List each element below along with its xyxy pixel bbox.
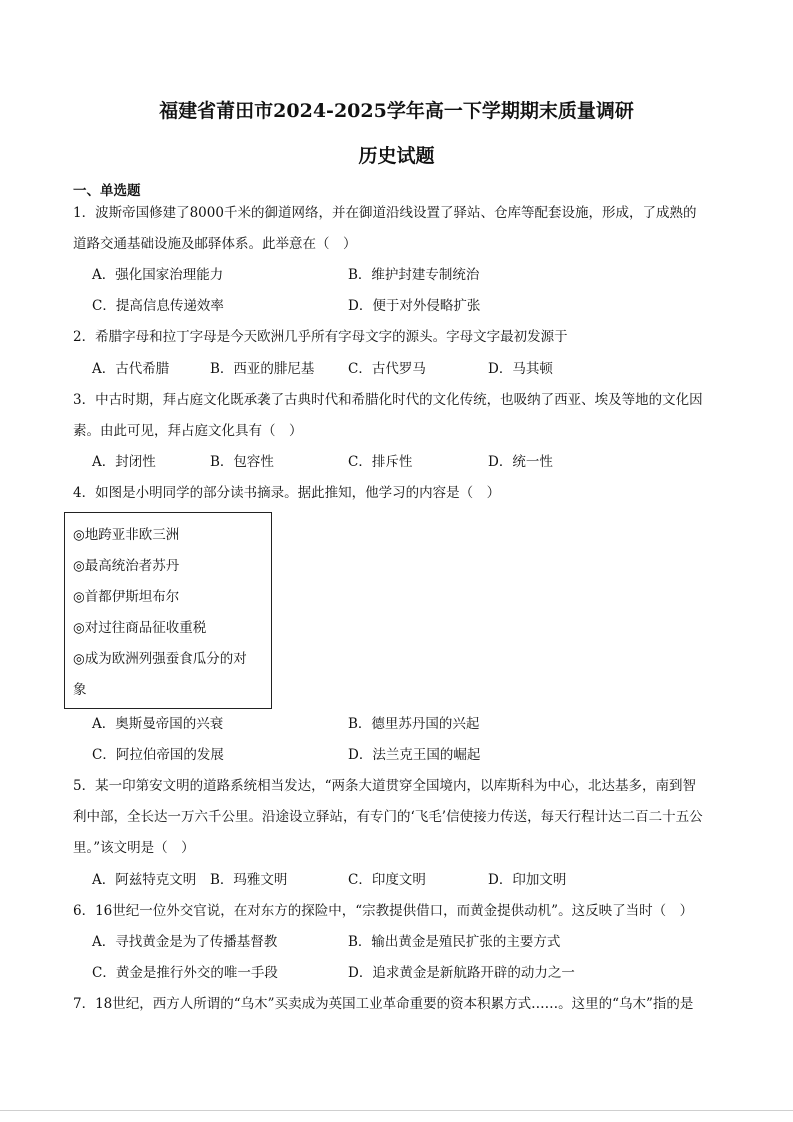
document-title: 福建省莆田市2024-2025学年高一下学期期末质量调研 [159, 100, 634, 122]
question-7-line-1: 7．18世纪，西方人所谓的“乌木”买卖成为英国工业革命重要的资本积累方式……。这里的“乌木”指的是 [73, 996, 694, 1012]
question-4-option-d: D．法兰克王国的崛起 [348, 747, 481, 763]
question-5-line-3: 里。”该文明是（ ） [73, 840, 195, 856]
question-6-option-c: C．黄金是推行外交的唯一手段 [92, 965, 278, 981]
question-5-option-a: A．阿兹特克文明 [92, 872, 197, 888]
question-6-option-d: D．追求黄金是新航路开辟的动力之一 [348, 965, 575, 981]
question-3-option-d: D．统一性 [488, 454, 553, 470]
reading-note-5-continued: 象 [73, 682, 87, 698]
question-2-option-d: D．马其顿 [488, 361, 553, 377]
question-4-option-b: B．德里苏丹国的兴起 [348, 716, 480, 732]
question-5-option-c: C．印度文明 [348, 872, 426, 888]
page-bottom-divider [0, 1110, 793, 1111]
question-1-option-a: A．强化国家治理能力 [92, 267, 224, 283]
question-4-option-a: A．奥斯曼帝国的兴衰 [92, 716, 224, 732]
question-2-option-b: B．西亚的腓尼基 [210, 361, 315, 377]
question-3-line-2: 素。由此可见，拜占庭文化具有（ ） [73, 423, 303, 439]
reading-note-2: ◎最高统治者苏丹 [73, 558, 180, 574]
question-1-option-d: D．便于对外侵略扩张 [348, 298, 481, 314]
reading-note-3: ◎首都伊斯坦布尔 [73, 589, 180, 605]
reading-note-1: ◎地跨亚非欧三洲 [73, 527, 180, 543]
document-subtitle: 历史试题 [358, 145, 435, 167]
reading-note-5: ◎成为欧洲列强蚕食瓜分的对 [73, 651, 247, 667]
reading-note-4: ◎对过往商品征收重税 [73, 620, 207, 636]
question-6-option-b: B．输出黄金是殖民扩张的主要方式 [348, 934, 561, 950]
question-2-line-1: 2．希腊字母和拉丁字母是今天欧洲几乎所有字母文字的源头。字母文字最初发源于 [73, 329, 568, 345]
question-1-option-b: B．维护封建专制统治 [348, 267, 480, 283]
question-1-option-c: C．提高信息传递效率 [92, 298, 224, 314]
question-4-option-c: C．阿拉伯帝国的发展 [92, 747, 224, 763]
question-1-line-1: 1．波斯帝国修建了8000千米的御道网络，并在御道沿线设置了驿站、仓库等配套设施，形成，了成熟的 [73, 205, 697, 221]
question-3-option-b: B．包容性 [210, 454, 274, 470]
question-5-line-1: 5．某一印第安文明的道路系统相当发达，“两条大道贯穿全国境内，以库斯科为中心，北达基多，南到智 [73, 778, 696, 794]
question-1-line-2: 道路交通基础设施及邮驿体系。此举意在（ ） [73, 236, 357, 252]
question-5-line-2: 利中部，全长达一万六千公里。沿途设立驿站，有专门的‘飞毛’信使接力传送，每天行程计达二百二十五公 [73, 809, 703, 825]
question-3-line-1: 3．中古时期，拜占庭文化既承袭了古典时代和希腊化时代的文化传统，也吸纳了西亚、埃及等地的文化因 [73, 392, 703, 408]
question-2-option-c: C．古代罗马 [348, 361, 426, 377]
section-heading: 一、单选题 [73, 183, 141, 199]
question-6-line-1: 6．16世纪一位外交官说，在对东方的探险中，“宗教提供借口，而黄金提供动机”。这反映了当时（ ） [73, 903, 694, 919]
question-3-option-c: C．排斥性 [348, 454, 413, 470]
question-3-option-a: A．封闭性 [92, 454, 156, 470]
question-5-option-b: B．玛雅文明 [210, 872, 288, 888]
question-5-option-d: D．印加文明 [488, 872, 567, 888]
question-2-option-a: A．古代希腊 [92, 361, 170, 377]
question-4-line-1: 4．如图是小明同学的部分读书摘录。据此推知，他学习的内容是（ ） [73, 485, 501, 501]
question-6-option-a: A．寻找黄金是为了传播基督教 [92, 934, 278, 950]
